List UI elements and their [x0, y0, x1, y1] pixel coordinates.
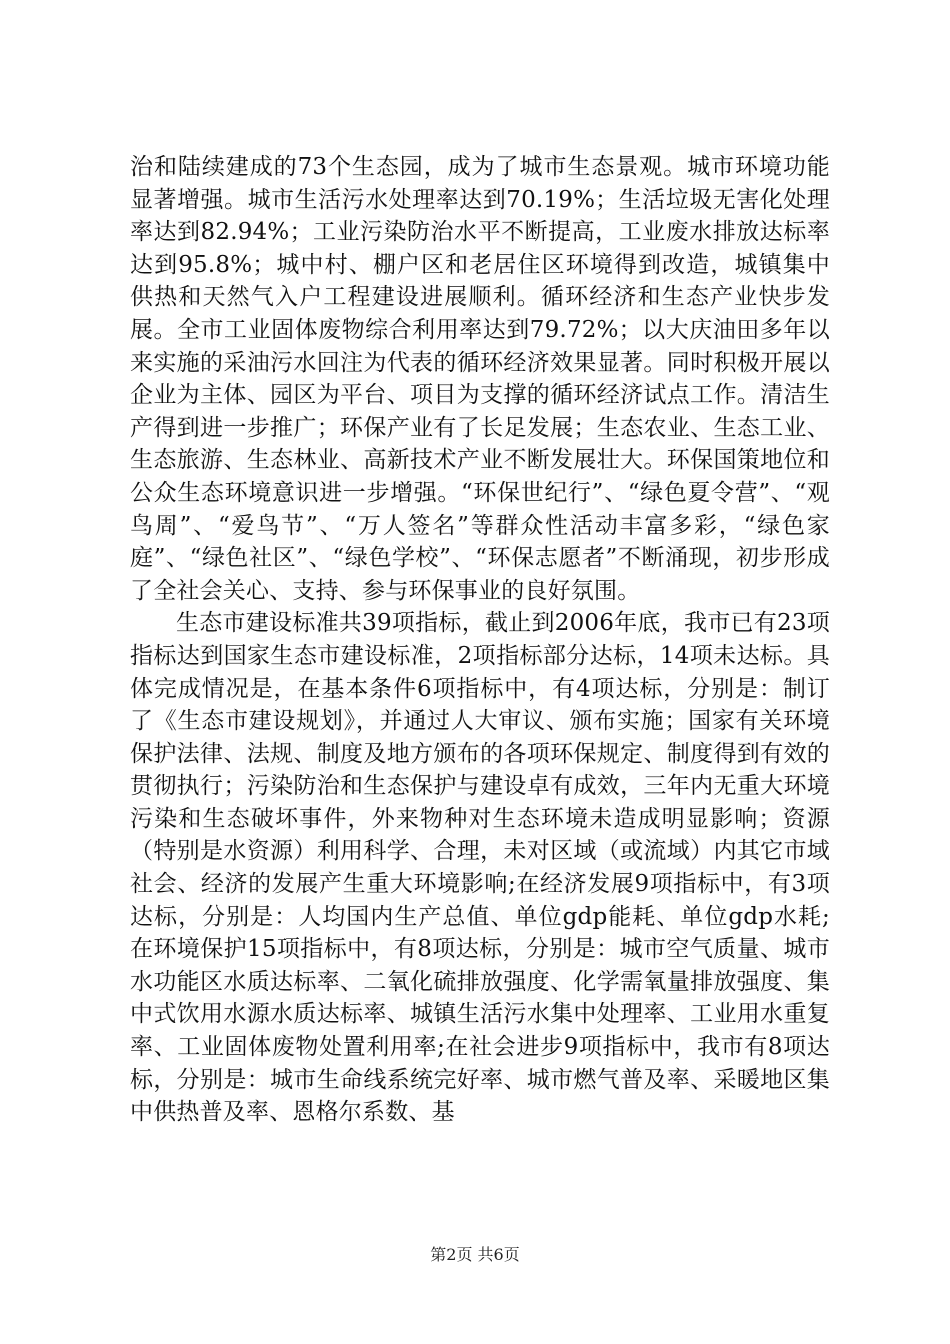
document-body [130, 151, 830, 1129]
paragraph-continued: 治和陆续建成的73个生态园，成为了城市生态景观。城市环境功能显著增强。城市生活污水处理率达到70.19%；生活垃圾无害化处理率达到82.94%；工业污染防治水平不断提高，工业废水排放达标率达到95.8%；城中村、棚户区和老居住区环境得到改造，城镇集中供热和天然气入户工程建设进展顺利。循环经济和生态产业快步发展。全市工业固体废物综合利用率达到79.72%；以大庆油田多年以来实施的采油污水回注为代表的循环经济效果显著。同时积极开展以企业为主体、园区为平台、项目为支撑的循环经济试点工作。清洁生产得到进一步推广；环保产业有了长足发展；生态农业、生态工业、生态旅游、生态林业、高新技术产业不断发展壮大。环保国策地位和公众生态环境意识进一步增强。“环保世纪行”、“绿色夏令营”、“观鸟周”、“爱鸟节”、“万人签名”等群众性活动丰富多彩，“绿色家庭”、“绿色社区”、“绿色学校”、“环保志愿者”不断涌现，初步形成了全社会关心、支持、参与环保事业的良好氛围。 [130, 154, 830, 604]
paragraph-indicators: 生态市建设标准共39项指标，截止到2006年底，我市已有23项指标达到国家生态市建设标准，2项指标部分达标，14项未达标。具体完成情况是，在基本条件6项指标中，有4项达标，分别是：制订了《生态市建设规划》，并通过人大审议、颁布实施；国家有关环境保护法律、法规、制度及地方颁布的各项环保规定、制度得到有效的贯彻执行；污染防治和生态保护与建设卓有成效，三年内无重大环境污染和生态破坏事件，外来物种对生态环境未造成明显影响；资源（特别是水资源）利用科学、合理，未对区域（或流域）内其它市域社会、经济的发展产生重大环境影响;在经济发展9项指标中，有3项达标，分别是：人均国内生产总值、单位gdp能耗、单位gdp水耗;在环境保护15项指标中，有8项达标，分别是：城市空气质量、城市水功能区水质达标率、二氧化硫排放强度、化学需氧量排放强度、集中式饮用水源水质达标率、城镇生活污水集中处理率、工业用水重复率、工业固体废物处置利用率;在社会进步9项指标中，我市有8项达标，分别是：城市生命线系统完好率、城市燃气普及率、采暖地区集中供热普及率、恩格尔系数、基 [130, 610, 830, 1126]
page-number-footer: 第2页 共6页 [430, 1245, 520, 1264]
